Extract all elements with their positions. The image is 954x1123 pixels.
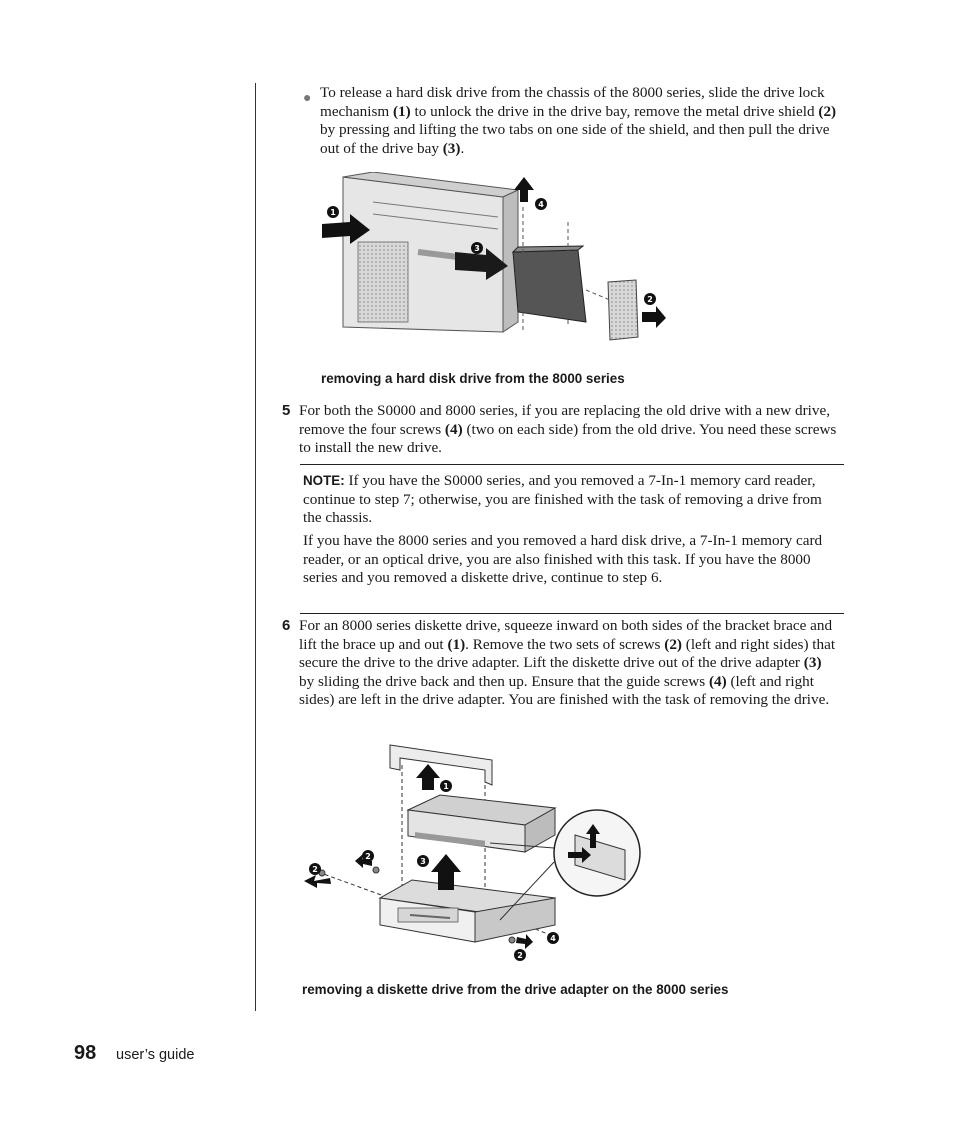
callout-1 xyxy=(440,780,452,792)
callout-4 xyxy=(535,198,547,210)
text: . Remove the two sets of screws xyxy=(465,635,665,653)
callout-2-left xyxy=(309,863,321,875)
ref-3: (3) xyxy=(803,654,822,672)
callout-3 xyxy=(417,855,429,867)
text: by pressing and lifting the two tabs on one side of the shield, and then pull the drive out of the drive bay xyxy=(320,121,830,157)
svg-text:2: 2 xyxy=(517,951,523,960)
margin-rule xyxy=(255,83,256,1011)
callout-3 xyxy=(471,242,483,254)
note-paragraph-1 xyxy=(303,472,838,528)
svg-text:1: 1 xyxy=(443,782,449,791)
svg-text:3: 3 xyxy=(420,857,426,866)
step-5-number: 5 xyxy=(282,402,291,419)
text: For both the S0000 and 8000 series, if you are replacing the old drive with a new drive, remove the four screws xyxy=(299,402,831,438)
ref-4: (4) xyxy=(444,420,463,438)
svg-text:4: 4 xyxy=(550,934,556,943)
svg-text:2: 2 xyxy=(312,865,318,874)
ref-1: (1) xyxy=(447,635,466,653)
text: For an 8000 series diskette drive, squeeze inward on both sides of the bracket brace and lift the brace up and out xyxy=(299,617,833,653)
note-bottom-rule xyxy=(300,613,844,614)
figure1-caption: removing a hard disk drive from the 8000 series xyxy=(321,371,625,386)
callout-1 xyxy=(327,206,339,218)
svg-text:2: 2 xyxy=(365,852,371,861)
text: by sliding the drive back and then up. Ensure that the guide screws xyxy=(299,672,709,690)
ref-1: (1) xyxy=(392,102,411,120)
note-label: NOTE: xyxy=(303,473,345,488)
ref-2: (2) xyxy=(818,102,837,120)
text: (left and right sides) are left in the drive adapter. You are finished with the task of removing the drive. xyxy=(299,672,830,709)
figure2-caption: removing a diskette drive from the drive adapter on the 8000 series xyxy=(302,982,729,997)
hard-disk-removal-illustration xyxy=(318,172,678,352)
text: To release a hard disk drive from the chassis of the 8000 series, slide the drive lock mechanism xyxy=(320,84,825,120)
bullet-dot: ● xyxy=(303,91,312,106)
ref-2: (2) xyxy=(664,635,682,653)
ref-4: (4) xyxy=(708,672,727,690)
bullet-paragraph xyxy=(320,84,850,158)
note-paragraph-2 xyxy=(303,532,838,588)
callout-2-mid xyxy=(362,850,374,862)
text: to unlock the drive in the drive bay, remove the metal drive shield xyxy=(410,102,819,120)
ref-3: (3) xyxy=(442,139,461,157)
text: (left and right sides) that secure the drive to the drive adapter. Lift the diskette drive out of the drive adapter xyxy=(299,635,836,672)
text: . xyxy=(460,139,465,157)
footer-title: user’s guide xyxy=(116,1047,195,1063)
svg-text:2: 2 xyxy=(647,295,653,304)
svg-text:1: 1 xyxy=(330,208,336,217)
text: If you have the S0000 series, and you removed a 7-In-1 memory card reader, continue to step 7; otherwise, you are finished with the task of removing a drive from the chassis. xyxy=(303,472,822,527)
callout-4 xyxy=(547,932,559,944)
text: If you have the 8000 series and you removed a hard disk drive, a 7-In-1 memory card reader, or an optical drive, you are also finished with this task. If you have the 8000 series and you removed a diskette drive, continue to step 6. xyxy=(303,532,823,587)
page-number: 98 xyxy=(74,1042,97,1064)
svg-text:3: 3 xyxy=(474,244,480,253)
callout-2 xyxy=(644,293,656,305)
callout-2-right xyxy=(514,949,526,961)
diskette-drive-removal-illustration xyxy=(300,740,645,965)
note-top-rule xyxy=(300,464,844,465)
step-5-text xyxy=(299,402,844,458)
step-6-text xyxy=(299,617,839,710)
text: (two on each side) from the old drive. You need these screws to install the new drive. xyxy=(299,420,837,457)
svg-text:4: 4 xyxy=(538,200,544,209)
step-6-number: 6 xyxy=(282,617,291,634)
